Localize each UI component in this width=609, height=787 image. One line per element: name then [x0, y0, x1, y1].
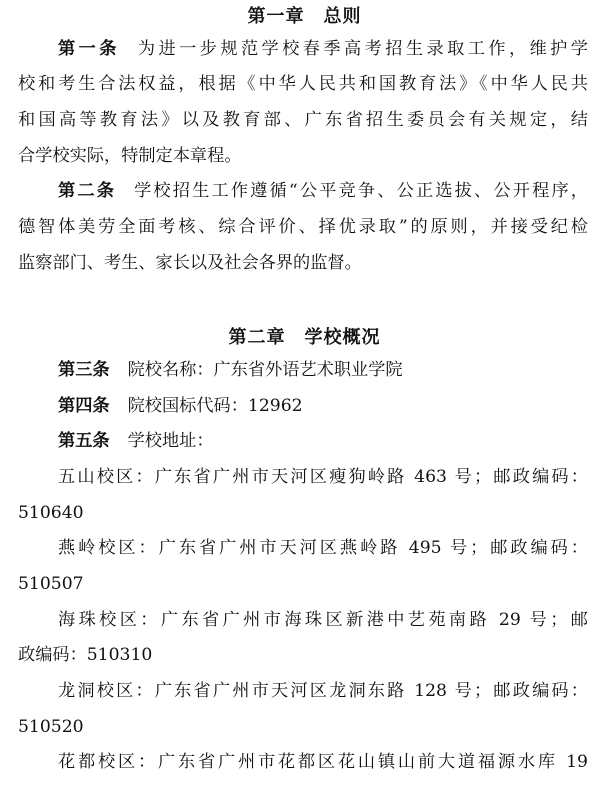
article-2-text-1: 学校招生工作遵循“公平竞争、公正选拔、公开程序， [134, 181, 588, 201]
campus-longdong-line-1: 龙洞校区：广东省广州市天河区龙洞东路 128 号；邮政编码： [58, 681, 588, 701]
article-2-line-2: 德智体美劳全面考核、综合评价、择优录取”的原则，并接受纪检 [18, 217, 588, 237]
article-1-line-3: 和国高等教育法》以及教育部、广东省招生委员会有关规定，结 [18, 110, 588, 130]
article-3-line [58, 359, 588, 381]
chapter-2-title: 第二章 学校概况 [228, 327, 381, 348]
campus-longdong-line-2: 510520 [18, 717, 84, 737]
chapter-1-title: 第一章 总则 [247, 6, 362, 27]
campus-yanling-line-1: 燕岭校区：广东省广州市天河区燕岭路 495 号；邮政编码： [58, 538, 588, 558]
article-1-line-1 [58, 38, 588, 60]
article-5-label: 第五条 [58, 431, 110, 451]
article-5-line [58, 430, 588, 452]
article-4-label: 第四条 [58, 396, 110, 416]
campus-wushan-line-2: 510640 [18, 503, 84, 523]
campus-haizhu-line-2: 政编码：510310 [18, 645, 153, 665]
campus-haizhu-line-1: 海珠校区：广东省广州市海珠区新港中艺苑南路 29 号；邮 [58, 610, 588, 630]
article-1-line-4: 合学校实际，特制定本章程。 [18, 146, 242, 166]
article-5-text: 学校地址： [127, 431, 214, 451]
article-4-line [58, 395, 588, 417]
article-2-line-3: 监察部门、考生、家长以及社会各界的监督。 [18, 253, 362, 273]
article-3-text: 院校名称：广东省外语艺术职业学院 [127, 360, 403, 380]
article-3-label: 第三条 [58, 360, 110, 380]
article-1-text-1: 为进一步规范学校春季高考招生录取工作，维护学 [137, 39, 588, 59]
campus-wushan-line-1: 五山校区：广东省广州市天河区瘦狗岭路 463 号；邮政编码： [58, 467, 588, 487]
article-1-line-2: 校和考生合法权益，根据《中华人民共和国教育法》《中华人民共 [18, 74, 588, 94]
article-4-text: 院校国标代码：12962 [127, 396, 303, 416]
article-2-line-1 [58, 180, 588, 202]
article-2-label: 第二条 [58, 181, 117, 201]
campus-huadu-line-1: 花都校区：广东省广州市花都区花山镇山前大道福源水库 19 [58, 752, 588, 772]
article-1-label: 第一条 [58, 39, 120, 59]
campus-yanling-line-2: 510507 [18, 574, 84, 594]
